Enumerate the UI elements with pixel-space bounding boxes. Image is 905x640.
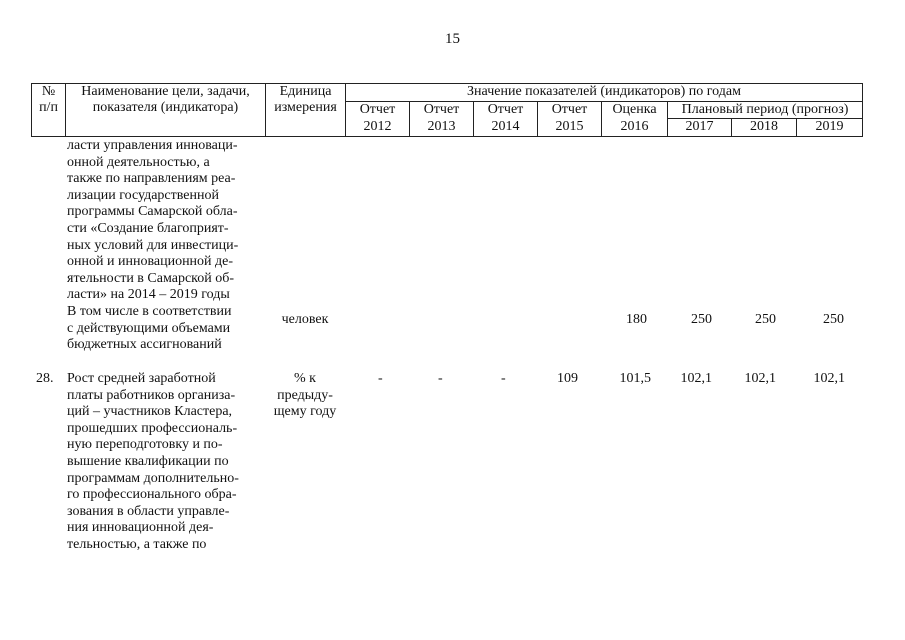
name-line: Рост средней заработной — [67, 371, 216, 386]
value-2017: 250 — [691, 312, 712, 327]
name-line: го профессионального обра- — [67, 487, 237, 503]
name-line: с действующими объемами — [67, 320, 231, 336]
header-border-right — [862, 83, 863, 137]
header-year: 2012 — [363, 119, 392, 134]
value-2019: 250 — [823, 312, 844, 327]
value-2016: 101,5 — [619, 371, 651, 386]
value-2013: - — [438, 371, 443, 386]
name-line: онной и инновационной де- — [67, 254, 234, 270]
header-num-line1: № — [41, 84, 56, 99]
header-year-label: Отчет — [487, 102, 524, 117]
header-planned-year: 2018 — [750, 119, 778, 134]
header-border-bottom — [31, 136, 863, 137]
value-2015: 109 — [557, 371, 578, 386]
name-line: прошедших профессиональ- — [67, 420, 238, 436]
name-line: также по направлениям реа- — [67, 171, 236, 187]
header-year-label: Отчет — [423, 102, 460, 117]
name-line: онной деятельностью, а — [67, 154, 210, 170]
name-line: сти «Создание благоприят- — [67, 220, 229, 236]
header-year-label: Отчет — [551, 102, 588, 117]
value-2018: 102,1 — [744, 371, 776, 386]
name-line: вышение квалификации по — [67, 453, 229, 469]
value-2016: 180 — [626, 312, 647, 327]
value-2014: - — [501, 371, 506, 386]
name-line: программам дополнительно- — [67, 470, 239, 486]
header-planned-year: 2017 — [685, 119, 714, 134]
page-number: 15 — [445, 31, 460, 47]
value-2017: 102,1 — [680, 371, 712, 386]
name-line: бюджетных ассигнований — [67, 337, 222, 353]
name-line: тельностью, а также по — [67, 536, 207, 552]
header-year-label: Оценка — [612, 102, 657, 117]
continuation-name-cell — [67, 138, 238, 354]
header-year: 2013 — [427, 119, 456, 134]
name-line: зования в области управле- — [67, 503, 230, 519]
header-name-line2: показателя (индикатора) — [92, 100, 239, 115]
value-2019: 102,1 — [813, 371, 845, 386]
header-name-line1: Наименование цели, задачи, — [81, 84, 250, 99]
table-header — [31, 83, 863, 137]
header-year: 2015 — [555, 119, 584, 134]
header-planned-title: Плановый период (прогноз) — [681, 102, 849, 117]
unit-line: щему году — [273, 404, 337, 420]
continuation-unit-cell: человек — [281, 312, 329, 327]
value-2012: - — [378, 371, 383, 386]
header-unit-line1: Единица — [279, 84, 332, 99]
name-line: ния инновационной дея- — [67, 520, 214, 536]
header-planned-year: 2019 — [815, 119, 844, 134]
name-line: ных условий для инвестици- — [67, 237, 239, 253]
row28-name-cell — [67, 371, 239, 554]
row28-unit-cell — [265, 371, 345, 421]
name-line: ций – участников Кластера, — [67, 404, 233, 420]
header-values-title: Значение показателей (индикаторов) по годам — [467, 84, 741, 99]
header-num-line2: п/п — [39, 100, 58, 115]
name-line: ласти» на 2014 – 2019 годы — [67, 287, 230, 303]
name-line: ласти управления инноваци- — [67, 138, 238, 153]
name-line: В том числе в соответствии — [67, 303, 232, 319]
name-line: платы работников организа- — [67, 387, 236, 403]
name-line: лизации государственной — [67, 187, 219, 203]
row-number: 28. — [36, 371, 54, 386]
value-2018: 250 — [755, 312, 776, 327]
header-year-label: Отчет — [359, 102, 396, 117]
name-line: ную переподготовку и по- — [67, 437, 223, 453]
unit-line: предыду- — [277, 387, 333, 403]
header-year: 2016 — [620, 119, 649, 134]
unit-line: % к — [294, 371, 316, 386]
name-line: программы Самарской обла- — [67, 204, 238, 220]
header-year: 2014 — [491, 119, 520, 134]
header-unit-line2: измерения — [274, 100, 337, 115]
name-line: ятельности в Самарской об- — [67, 270, 235, 286]
